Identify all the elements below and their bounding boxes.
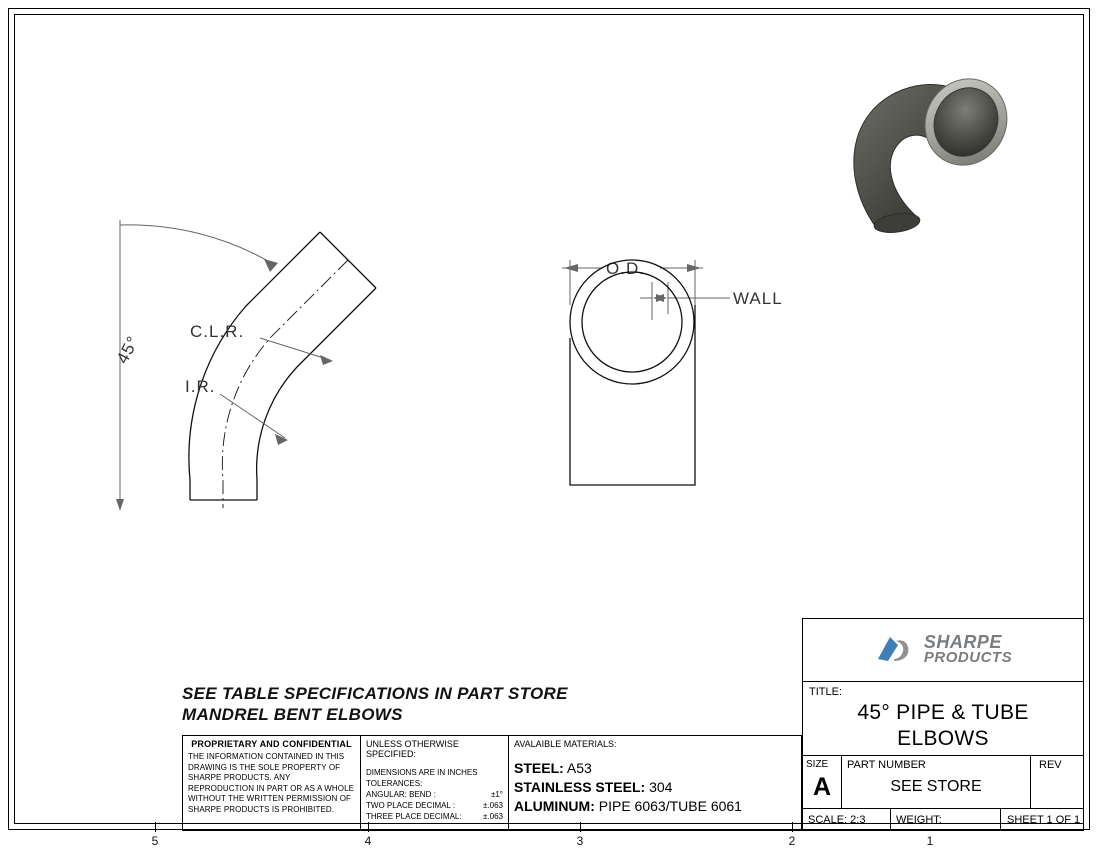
scale-weight-sheet-row [803,809,1083,830]
title-value-line-2: ELBOWS [897,727,989,750]
angle-arc [120,225,275,265]
clr-label: C.L.R. [190,322,245,341]
rev-cell [1031,756,1083,808]
material-value: A53 [566,760,592,776]
material-row [514,759,796,778]
weight-cell: WEIGHT: [891,809,1001,830]
size-label: SIZE [806,759,829,770]
material-label: ALUMINUM: [514,798,595,814]
title-row [803,682,1083,756]
note-line-2: MANDREL BENT ELBOWS [182,705,403,724]
part-number-label: PART NUMBER [847,759,926,771]
logo-row [803,619,1083,682]
unless-specified-title: UNLESS OTHERWISE SPECIFIED: [366,739,459,759]
od-label: O.D. [606,259,645,278]
material-value: PIPE 6063/TUBE 6061 [598,798,742,814]
tolerance-label: ANGULAR: BEND : [366,790,436,799]
material-label: STAINLESS STEEL: [514,779,646,795]
zone-label-4: 4 [364,834,372,848]
clr-arrowhead [320,355,333,365]
tolerances-column [361,736,509,830]
logo-wordmark [923,632,1013,666]
logo-line-2: PRODUCTS [923,649,1013,666]
sheet-cell: SHEET 1 OF 1 [1007,813,1081,826]
datum-arrowhead [116,499,124,511]
tolerance-value: ±1° [490,790,503,799]
part-number-cell [842,756,1031,808]
logo-line-1: SHARPE [923,632,1002,652]
material-value: 304 [649,779,673,795]
tolerance-row [366,811,503,822]
company-logo [874,633,1012,667]
zone-label-3: 3 [576,834,584,848]
title-label: TITLE: [809,686,843,698]
ir-label: I.R. [185,377,216,396]
part-number-value: SEE STORE [890,778,982,795]
tolerance-value: ±.063 [483,801,503,810]
size-cell [803,756,842,808]
tolerances-label [366,778,503,789]
sharpe-mark-icon [874,633,918,667]
drawing-notes [182,683,568,725]
dimensions-units [366,767,503,778]
scale-cell: SCALE: 2:3 [803,809,891,830]
end-view [540,230,840,530]
clr-leader [260,338,330,360]
material-row [514,797,796,816]
wall-label: WALL [733,289,783,308]
note-line-1: SEE TABLE SPECIFICATIONS IN PART STORE [182,684,568,703]
material-label: STEEL: [514,760,564,776]
size-value: A [812,773,832,801]
material-row [514,778,796,797]
angle-label: 45° [112,332,144,367]
tube-body-outline [570,305,695,485]
zone-label-1: 1 [926,834,934,848]
od-arrow-left [564,264,578,272]
elbow-outer-wall [257,288,376,500]
zone-label-5: 5 [151,834,159,848]
bend-angle-view [80,180,480,540]
dimensions-units-text: DIMENSIONS ARE IN INCHES [366,768,478,777]
tolerances-label-text: TOLERANCES: [366,779,423,788]
inner-diameter-circle [582,272,682,372]
specification-block [182,735,802,831]
materials-column [509,736,801,830]
tolerance-label: TWO PLACE DECIMAL : [366,801,456,810]
angle-arrowhead [264,259,278,272]
od-arrow-right [687,264,701,272]
tolerance-value: ±.063 [483,812,503,821]
elbow-inner-wall [189,232,320,500]
tolerance-label: THREE PLACE DECIMAL: [366,812,462,821]
rev-label: REV [1039,759,1062,771]
proprietary-title: PROPRIETARY AND CONFIDENTIAL [191,739,352,749]
zone-label-2: 2 [788,834,796,848]
ir-leader [220,394,285,438]
part-number-row [803,756,1083,809]
isometric-elbow-view [820,60,1070,260]
bend-centerline [222,260,348,508]
title-value-line-1: 45° PIPE & TUBE [857,701,1029,724]
tolerance-row [366,789,503,800]
outer-diameter-circle [570,260,694,384]
title-block [802,618,1084,831]
proprietary-body: THE INFORMATION CONTAINED IN THIS DRAWING IS THE SOLE PROPERTY OF SHARPE PRODUCTS. ANY REPRODUCTION IN PART OR AS A WHOLE WITHOUT THE WRITTEN PERMISSION OF SHARPE PRODUCTS IS PROHIBITED. [188,752,355,814]
tolerance-row [366,800,503,811]
title-value [803,700,1083,752]
proprietary-column [183,736,361,830]
materials-title: AVALAIBLE MATERIALS: [514,739,617,749]
zone-tick [155,822,156,832]
